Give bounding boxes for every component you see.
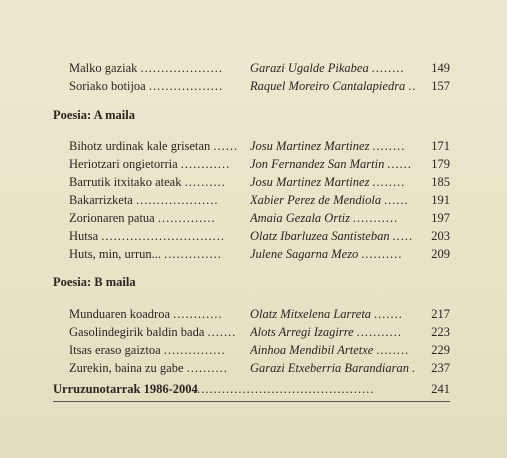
toc-entry (69, 305, 450, 323)
entry-title: Bihotz urdinak kale grisetan ...... (69, 139, 239, 153)
divider-rule (53, 401, 450, 402)
entry-author: Amaia Gezala Ortiz ........... (250, 211, 399, 225)
dot-leader: ............................................ (193, 382, 375, 396)
entry-page-number: 229 (431, 343, 450, 357)
entry-title: Huts, min, urrun... .............. (69, 247, 222, 261)
entry-author: Garazi Etxeberria Barandiaran . (250, 361, 417, 375)
entry-title: Zorionaren patua .............. (69, 211, 216, 225)
section-heading-poesia-b: Poesia: B maila (53, 275, 136, 289)
entry-author: Josu Martinez Martinez ........ (250, 139, 406, 153)
toc-entry (69, 191, 450, 209)
entry-page-number: 197 (431, 211, 450, 225)
toc-entry (69, 359, 450, 377)
entry-page-number: 223 (431, 325, 450, 339)
entry-title: Zurekin, baina zu gabe .......... (69, 361, 228, 375)
entry-author: Alots Arregi Izagirre ........... (250, 325, 403, 339)
entry-title: Hutsa .............................. (69, 229, 226, 243)
entry-title: Urruzunotarrak 1986-2004 (53, 382, 198, 396)
entry-page-number: 157 (431, 79, 450, 93)
entry-title: Gasolindegirik baldin bada ....... (69, 325, 237, 339)
toc-entry (69, 137, 450, 155)
section-heading-poesia-a: Poesia: A maila (53, 108, 135, 122)
toc-entry (69, 227, 450, 245)
entry-title: Barrutik itxitako ateak .......... (69, 175, 226, 189)
entry-title: Heriotzari ongietorria ............ (69, 157, 231, 171)
entry-page-number: 171 (431, 139, 450, 153)
entry-page-number: 203 (431, 229, 450, 243)
toc-entry (69, 323, 450, 341)
entry-author: Raquel Moreiro Cantalapiedra .. (250, 79, 417, 93)
entry-title: Itsas eraso gaiztoa ............... (69, 343, 226, 357)
entry-page-number: 191 (431, 193, 450, 207)
toc-entry-urruzunotarrak (53, 380, 450, 398)
entry-author: Garazi Ugalde Pikabea ........ (250, 61, 405, 75)
entry-page-number: 185 (431, 175, 450, 189)
toc-entry (69, 173, 450, 191)
entry-page-number: 179 (431, 157, 450, 171)
entry-title: Malko gaziak .................... (69, 61, 224, 75)
entry-page-number: 241 (431, 382, 450, 396)
toc-entry (69, 341, 450, 359)
entry-author: Xabier Perez de Mendiola ...... (250, 193, 409, 207)
entry-author: Julene Sagarna Mezo .......... (250, 247, 403, 261)
entry-author: Josu Martinez Martinez ........ (250, 175, 406, 189)
toc-entry (69, 209, 450, 227)
entry-author: Ainhoa Mendibil Artetxe ........ (250, 343, 410, 357)
entry-page-number: 149 (431, 61, 450, 75)
entry-author: Olatz Mitxelena Larreta ....... (250, 307, 404, 321)
toc-entry (69, 77, 450, 95)
entry-title: Soriako botijoa .................. (69, 79, 224, 93)
entry-page-number: 209 (431, 247, 450, 261)
entry-author: Jon Fernandez San Martin ...... (250, 157, 413, 171)
entry-title: Bakarrizketa .................... (69, 193, 219, 207)
entry-page-number: 217 (431, 307, 450, 321)
toc-entry (69, 59, 450, 77)
entry-author: Olatz Ibarluzea Santisteban ..... (250, 229, 414, 243)
entry-title: Munduaren koadroa ............ (69, 307, 223, 321)
entry-page-number: 237 (431, 361, 450, 375)
toc-entry (69, 155, 450, 173)
toc-entry (69, 245, 450, 263)
